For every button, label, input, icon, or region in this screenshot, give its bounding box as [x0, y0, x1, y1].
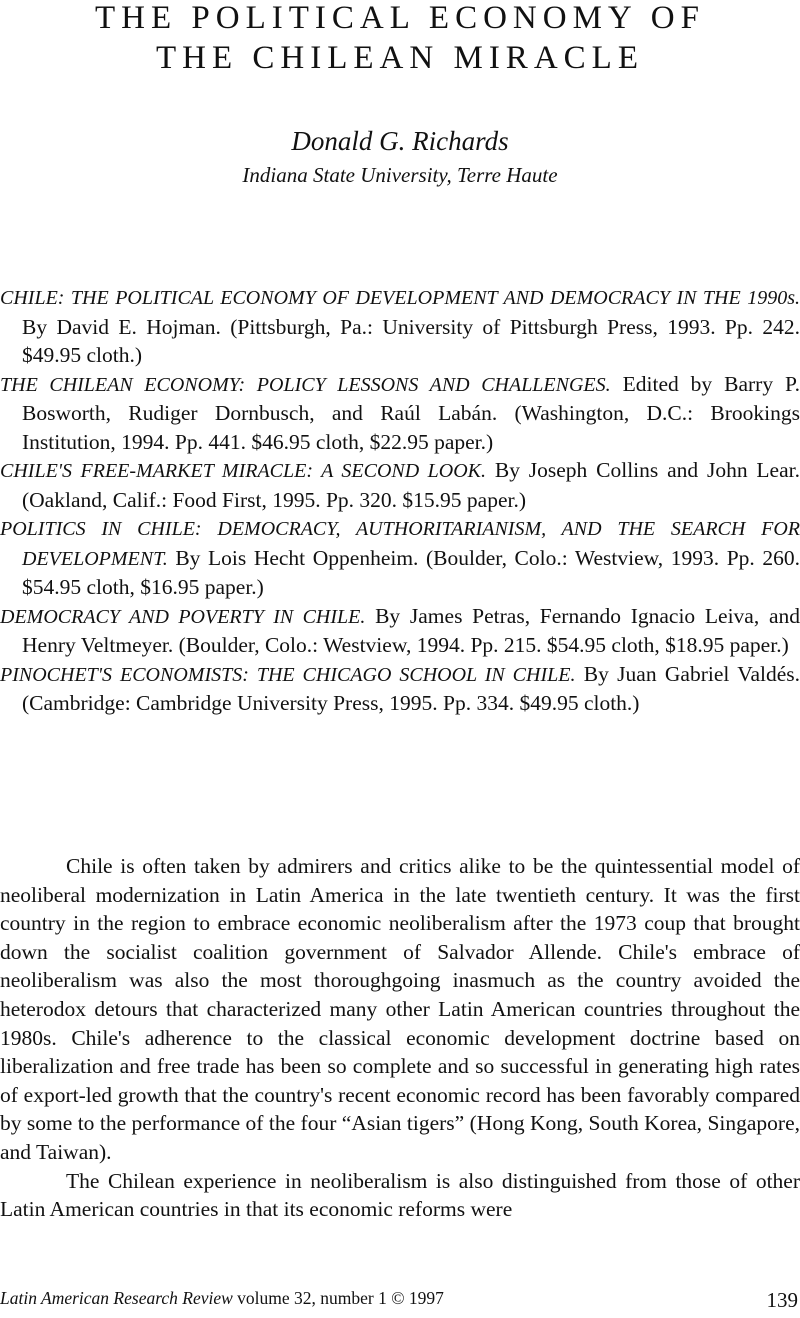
body-paragraph: The Chilean experience in neoliberalism is also distinguished from those of other Latin American countries in that its economic reforms were — [0, 1168, 800, 1222]
body-paragraph: Chile is often taken by admirers and critics alike to be the quintessential model of neoliberal modernization in Latin America in the late twentieth century. It was the first country in the region to embrace economic neoliberalism after the 1973 coup that brought down the socialist coalition government of Salvador Allende. Chile's embrace of neoliberalism was also the most thoroughgoing inasmuch as the country avoided the heterodox detours that characterized many other Latin American countries throughout the 1980s. Chile's adherence to the classical economic development doctrine based on liberalization and free trade has been so complete and so successful in generating high rates of export-led growth that the country's recent economic record has been favorably compared by some to the performance of the four “Asian tigers” (Hong Kong, South Korea, Singapore, and Taiwan). — [0, 854, 800, 1164]
book-details: By Lois Hecht Oppenheim. (Boulder, Colo.: Westview, 1993. Pp. 260. $54.95 cloth, $16.95 paper.) — [22, 545, 800, 599]
book-title: CHILE'S FREE-MARKET MIRACLE: A SECOND LOOK. — [0, 460, 487, 482]
book-details: By Juan Gabriel Valdés. (Cambridge: Cambridge University Press, 1995. Pp. 334. $49.95 cloth.) — [22, 661, 800, 715]
author-name: Donald G. Richards — [291, 126, 509, 156]
book-details: By David E. Hojman. (Pittsburgh, Pa.: University of Pittsburgh Press, 1993. Pp. 242. $49.95 cloth.) — [22, 314, 800, 367]
book-entry — [0, 456, 800, 514]
reviewed-books-list — [0, 283, 800, 718]
book-details: By Joseph Collins and John Lear. (Oakland, Calif.: Food First, 1995. Pp. 320. $15.95 paper.) — [22, 458, 800, 512]
book-title: CHILE: THE POLITICAL ECONOMY OF DEVELOPMENT AND DEMOCRACY IN THE 1990s. — [0, 287, 800, 309]
article-body — [0, 852, 800, 1224]
book-details: By James Petras, Fernando Ignacio Leiva, and Henry Veltmeyer. (Boulder, Colo.: Westview, 1994. Pp. 215. $54.95 cloth, $18.95 paper.) — [22, 603, 800, 657]
book-entry — [0, 370, 800, 457]
book-title: DEMOCRACY AND POVERTY IN CHILE. — [0, 605, 366, 628]
article-title-line1: THE POLITICAL ECONOMY OF — [95, 0, 705, 36]
article-title-line2: THE CHILEAN MIRACLE — [156, 40, 644, 76]
book-entry — [0, 660, 800, 718]
author-affiliation: Indiana State University, Terre Haute — [242, 163, 558, 187]
book-title: PINOCHET'S ECONOMISTS: THE CHICAGO SCHOOL IN CHILE. — [0, 663, 576, 686]
journal-name: Latin American Research Review — [0, 1288, 233, 1308]
book-details: Edited by Barry P. Bosworth, Rudiger Dornbusch, and Raúl Labán. (Washington, D.C.: Brookings Institution, 1994. Pp. 441. $46.95 cloth, $22.95 paper.) — [22, 371, 800, 454]
book-entry — [0, 602, 800, 660]
volume-info: volume 32, number 1 © 1997 — [232, 1288, 444, 1308]
page-footer — [0, 1288, 800, 1312]
book-entry — [0, 283, 800, 370]
page-number: 139 — [766, 1288, 798, 1312]
book-entry — [0, 514, 800, 602]
book-title: THE CHILEAN ECONOMY: POLICY LESSONS AND CHALLENGES. — [0, 373, 611, 396]
book-title: POLITICS IN CHILE: DEMOCRACY, AUTHORITARIANISM, AND THE SEARCH FOR DEVELOPMENT. — [0, 518, 800, 570]
